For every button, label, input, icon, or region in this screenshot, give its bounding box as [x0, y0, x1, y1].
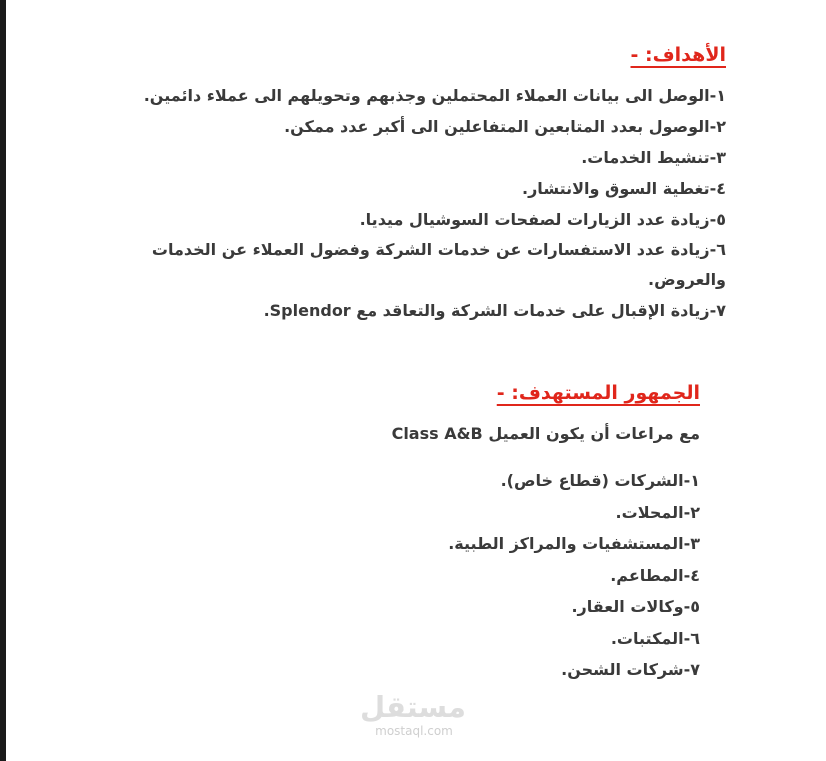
audience-item-3: ٣-المستشفيات والمراكز الطبية. — [448, 534, 700, 553]
audience-item-7: ٧-شركات الشحن. — [561, 660, 700, 679]
goals-item-3: ٣-تنشيط الخدمات. — [581, 148, 726, 167]
goals-heading: الأهداف: - — [630, 44, 726, 66]
goals-item-1: ١-الوصل الى بيانات العملاء المحتملين وجذبهم وتحويلهم الى عملاء دائمين. — [143, 86, 726, 105]
goals-item-6: ٦-زيادة عدد الاستفسارات عن خدمات الشركة وفضول العملاء عن الخدمات والعروض. — [151, 240, 726, 289]
audience-item-1: ١-الشركات (قطاع خاص). — [500, 471, 700, 490]
mostaql-watermark — [359, 690, 466, 738]
goals-item-7: ٧-زيادة الإقبال على خدمات الشركة والتعاقد مع Splendor. — [263, 301, 726, 320]
audience-item-5: ٥-وكالات العقار. — [571, 597, 700, 616]
audience-heading: الجمهور المستهدف: - — [496, 382, 700, 404]
goals-item-5: ٥-زيادة عدد الزيارات لصفحات السوشيال ميديا. — [359, 210, 726, 229]
mostaql-logo-text: مستقل — [359, 690, 466, 724]
audience-item-6: ٦-المكتبات. — [610, 628, 700, 648]
goals-list — [86, 80, 726, 326]
page-left-border — [0, 0, 6, 761]
audience-list — [86, 465, 700, 686]
goals-item-4: ٤-تغطية السوق والانتشار. — [522, 179, 726, 198]
document-page — [70, 0, 726, 761]
audience-section — [86, 382, 700, 686]
goals-section — [86, 44, 726, 326]
mostaql-site-text: mostaql.com — [375, 724, 453, 738]
audience-intro: مع مراعات أن يكون العميل Class A&B — [391, 424, 700, 443]
audience-item-4: ٤-المطاعم. — [610, 565, 700, 585]
goals-item-2: ٢-الوصول بعدد المتابعين المتفاعلين الى أكبر عدد ممكن. — [284, 117, 726, 136]
audience-item-2: ٢-المحلات. — [615, 502, 700, 522]
